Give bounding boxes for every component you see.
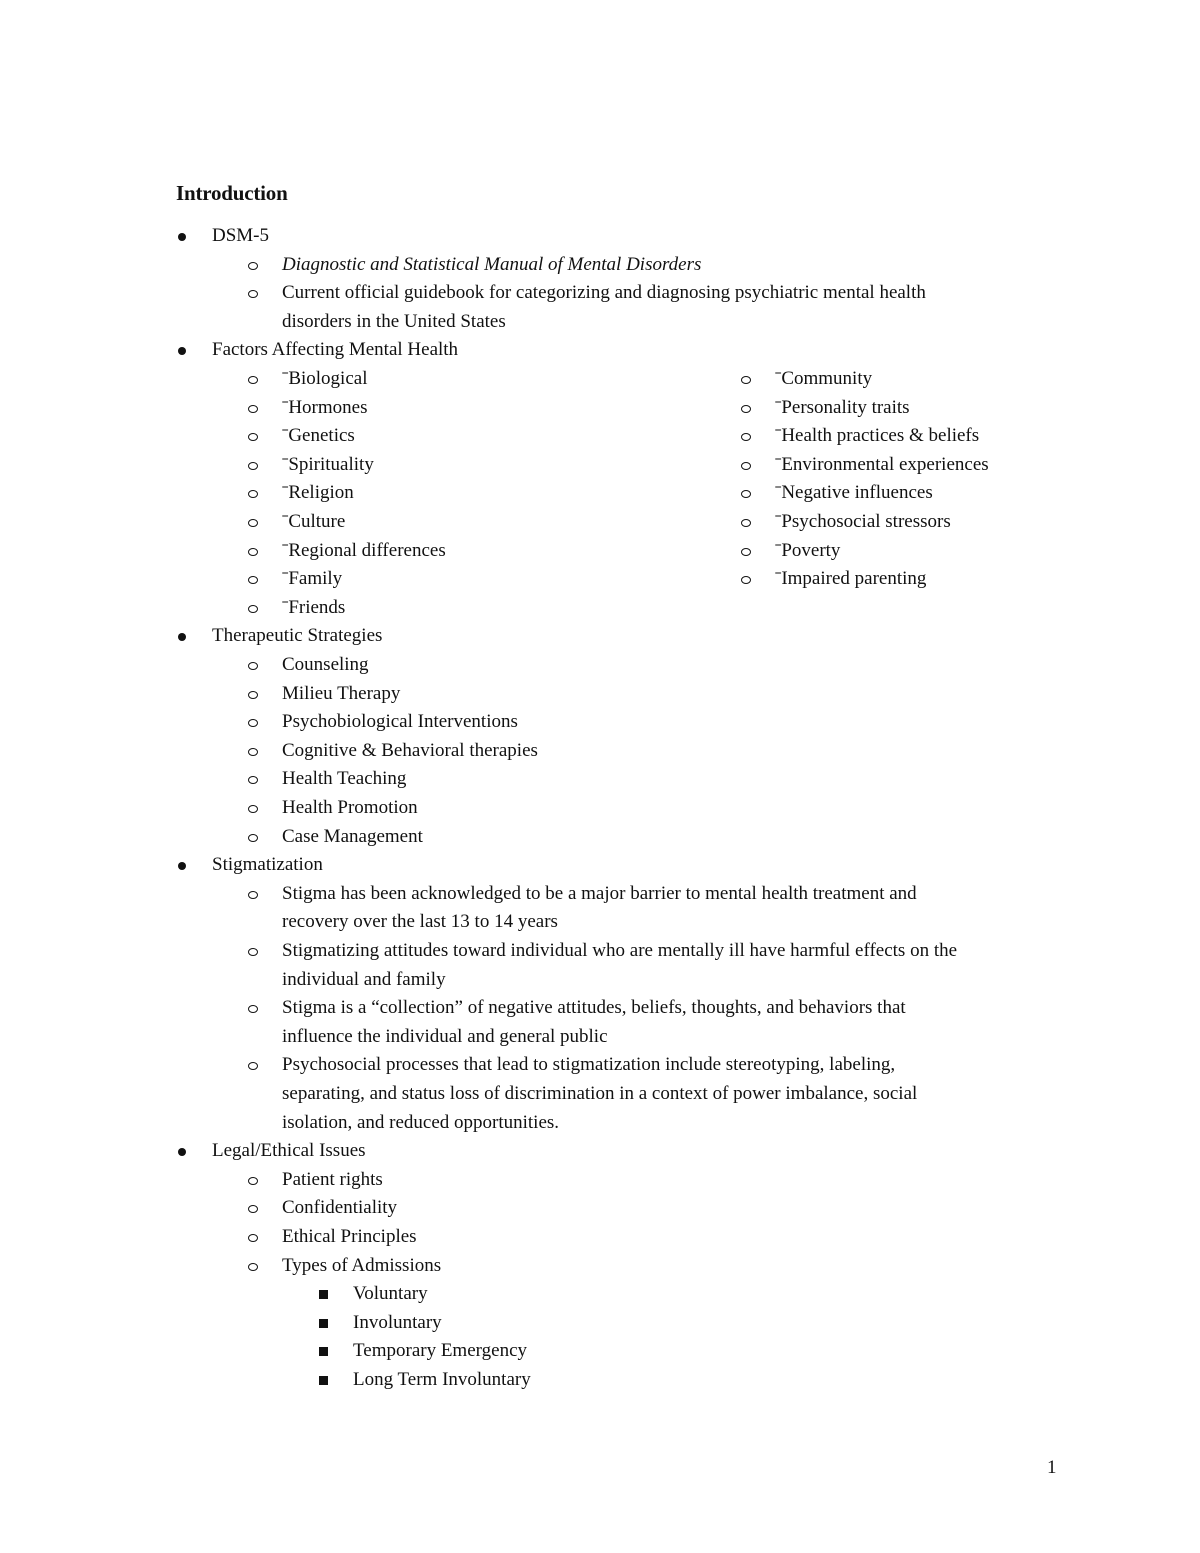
list-item-line: individual and family	[282, 968, 446, 990]
list-item-line: Psychosocial processes that lead to stigmatization include stereotyping, labeling,	[282, 1054, 896, 1076]
factor-item: ˉHealth practices & beliefs	[775, 425, 980, 447]
list-item-line: separating, and status loss of discrimination in a context of power imbalance, social	[282, 1083, 918, 1104]
square-bullet-icon	[319, 1376, 328, 1385]
square-bullet-icon	[319, 1290, 328, 1299]
disc-bullet-icon	[178, 633, 186, 641]
factor-item: ˉSpirituality	[282, 453, 374, 475]
circle-bullet-icon	[248, 805, 258, 813]
list-item: Types of Admissions	[282, 1254, 442, 1276]
circle-bullet-icon	[248, 405, 258, 413]
factor-item: ˉPsychosocial stressors	[775, 511, 951, 532]
factor-item: ˉGenetics	[282, 425, 355, 447]
sub-list-item: Temporary Emergency	[353, 1340, 527, 1362]
factor-item: ˉPersonality traits	[775, 396, 910, 418]
factor-item: ˉEnvironmental experiences	[775, 453, 989, 475]
list-item: Psychobiological Interventions	[282, 711, 518, 733]
section-heading: Legal/Ethical Issues	[212, 1140, 366, 1162]
circle-bullet-icon	[248, 776, 258, 784]
circle-bullet-icon	[248, 548, 258, 556]
circle-bullet-icon	[248, 376, 258, 384]
factor-item: ˉFriends	[282, 596, 346, 618]
list-item: Milieu Therapy	[282, 682, 401, 704]
circle-bullet-icon	[741, 462, 751, 470]
circle-bullet-icon	[248, 834, 258, 842]
factor-item: ˉNegative influences	[775, 482, 933, 504]
circle-bullet-icon	[741, 548, 751, 556]
sub-list-item: Long Term Involuntary	[353, 1369, 531, 1390]
circle-bullet-icon	[248, 519, 258, 527]
circle-bullet-icon	[741, 519, 751, 527]
sub-list-item: Voluntary	[353, 1283, 428, 1305]
list-item-line: disorders in the United States	[282, 310, 506, 332]
factor-item: ˉCommunity	[775, 368, 873, 389]
circle-bullet-icon	[248, 1062, 258, 1070]
list-item: Confidentiality	[282, 1197, 398, 1219]
factor-item: ˉCulture	[282, 511, 346, 532]
circle-bullet-icon	[741, 490, 751, 498]
circle-bullet-icon	[248, 605, 258, 613]
list-item: Ethical Principles	[282, 1226, 417, 1247]
list-item: Patient rights	[282, 1168, 383, 1190]
disc-bullet-icon	[178, 233, 186, 241]
list-item-line: isolation, and reduced opportunities.	[282, 1111, 560, 1133]
circle-bullet-icon	[248, 462, 258, 470]
circle-bullet-icon	[741, 376, 751, 384]
circle-bullet-icon	[248, 748, 258, 756]
section-heading: DSM-5	[212, 225, 270, 246]
section-heading: Therapeutic Strategies	[212, 625, 383, 647]
list-item: Health Teaching	[282, 768, 407, 790]
page-title: Introduction	[176, 181, 288, 205]
circle-bullet-icon	[248, 576, 258, 584]
list-item: Health Promotion	[282, 797, 418, 818]
list-item-line: Current official guidebook for categorizing and diagnosing psychiatric mental health	[282, 282, 926, 304]
factor-item: ˉPoverty	[775, 539, 841, 561]
list-item-line: Stigma is a “collection” of negative attitudes, beliefs, thoughts, and behaviors that	[282, 997, 906, 1019]
disc-bullet-icon	[178, 862, 186, 870]
disc-bullet-icon	[178, 1148, 186, 1156]
factor-item: ˉHormones	[282, 396, 368, 418]
section-heading: Factors Affecting Mental Health	[212, 339, 459, 361]
list-item-line: Stigma has been acknowledged to be a major barrier to mental health treatment and	[282, 882, 917, 904]
list-item: Counseling	[282, 654, 369, 675]
circle-bullet-icon	[248, 1234, 258, 1242]
square-bullet-icon	[319, 1347, 328, 1356]
circle-bullet-icon	[741, 576, 751, 584]
circle-bullet-icon	[741, 405, 751, 413]
circle-bullet-icon	[248, 433, 258, 441]
list-item: Case Management	[282, 825, 423, 847]
list-item-line: influence the individual and general public	[282, 1025, 608, 1047]
sub-list-item: Involuntary	[353, 1311, 442, 1333]
circle-bullet-icon	[248, 1263, 258, 1271]
square-bullet-icon	[319, 1319, 328, 1328]
list-item-line: recovery over the last 13 to 14 years	[282, 911, 558, 933]
factor-item: ˉRegional differences	[282, 539, 446, 561]
circle-bullet-icon	[248, 662, 258, 670]
factor-item: ˉReligion	[282, 482, 354, 504]
circle-bullet-icon	[248, 1177, 258, 1185]
list-item: Cognitive & Behavioral therapies	[282, 739, 538, 761]
factor-item: ˉFamily	[282, 568, 343, 590]
circle-bullet-icon	[248, 1005, 258, 1013]
circle-bullet-icon	[248, 262, 258, 270]
section-heading: Stigmatization	[212, 854, 323, 876]
circle-bullet-icon	[248, 290, 258, 298]
circle-bullet-icon	[248, 490, 258, 498]
list-item-line: Stigmatizing attitudes toward individual who are mentally ill have harmful effects on the	[282, 940, 958, 961]
list-item: Diagnostic and Statistical Manual of Mental Disorders	[282, 253, 702, 275]
page-number: 1	[1047, 1457, 1057, 1478]
factor-item: ˉImpaired parenting	[775, 568, 927, 590]
circle-bullet-icon	[248, 891, 258, 899]
circle-bullet-icon	[741, 433, 751, 441]
factor-item: ˉBiological	[282, 368, 368, 389]
disc-bullet-icon	[178, 347, 186, 355]
circle-bullet-icon	[248, 1205, 258, 1213]
circle-bullet-icon	[248, 948, 258, 956]
circle-bullet-icon	[248, 691, 258, 699]
circle-bullet-icon	[248, 719, 258, 727]
